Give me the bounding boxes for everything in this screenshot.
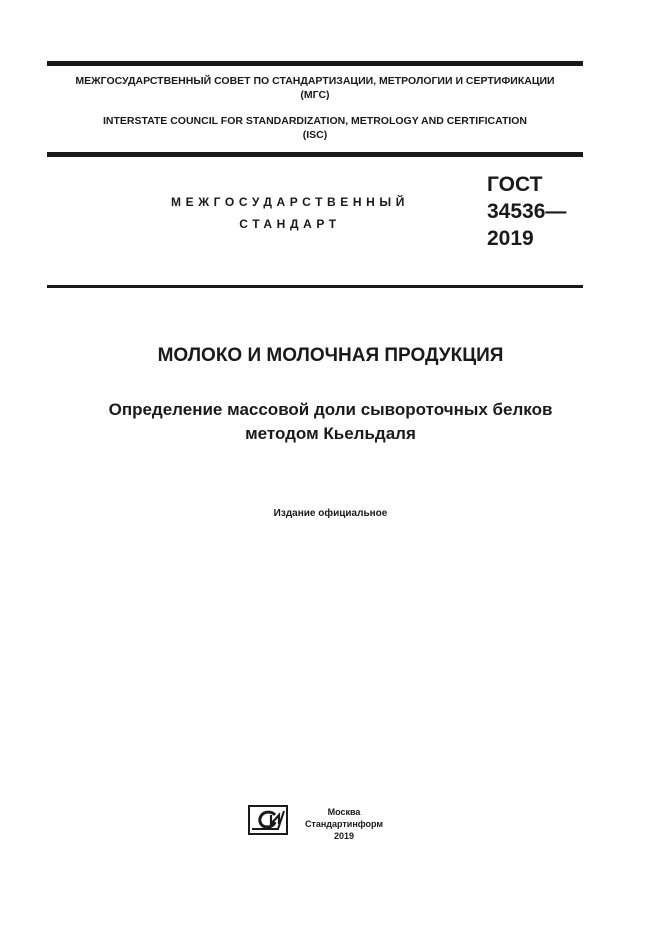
standard-bottom-rule (47, 285, 583, 288)
council-name-en-line: INTERSTATE COUNCIL FOR STANDARDIZATION, METROLOGY AND CERTIFICATION (102, 115, 528, 127)
publisher-city: Москва (327, 807, 361, 817)
council-name-en (47, 114, 583, 142)
standard-type-line-1: МЕЖГОСУДАРСТВЕННЫЙ (171, 195, 409, 209)
subtitle-line-2: методом Кьельдаля (245, 424, 416, 443)
document-subtitle (47, 398, 614, 446)
standard-type (120, 191, 460, 235)
council-name-ru-line: МЕЖГОСУДАРСТВЕННЫЙ СОВЕТ ПО СТАНДАРТИЗАЦИИ, МЕТРОЛОГИИ И СЕРТИФИКАЦИИ (75, 75, 555, 87)
council-name-ru (47, 74, 583, 102)
council-abbr-ru: (МГС) (300, 89, 330, 101)
gost-year: 2019 (487, 227, 534, 250)
top-rule (47, 61, 583, 66)
publisher-info (300, 806, 388, 842)
gost-number: 34536— (487, 200, 567, 223)
document-title: МОЛОКО И МОЛОЧНАЯ ПРОДУКЦИЯ (157, 345, 504, 366)
edition-note: Издание официальное (273, 508, 388, 519)
standard-type-line-2: СТАНДАРТ (239, 217, 341, 231)
header-bottom-rule (47, 152, 583, 157)
gost-designation (487, 171, 566, 252)
publisher-year: 2019 (333, 831, 355, 841)
council-abbr-en: (ISC) (302, 129, 328, 141)
subtitle-line-1: Определение массовой доли сывороточных белков (108, 400, 553, 419)
gost-label: ГОСТ (487, 173, 543, 196)
publisher-name: Стандартинформ (304, 819, 384, 829)
standartinform-logo-icon (248, 805, 288, 835)
